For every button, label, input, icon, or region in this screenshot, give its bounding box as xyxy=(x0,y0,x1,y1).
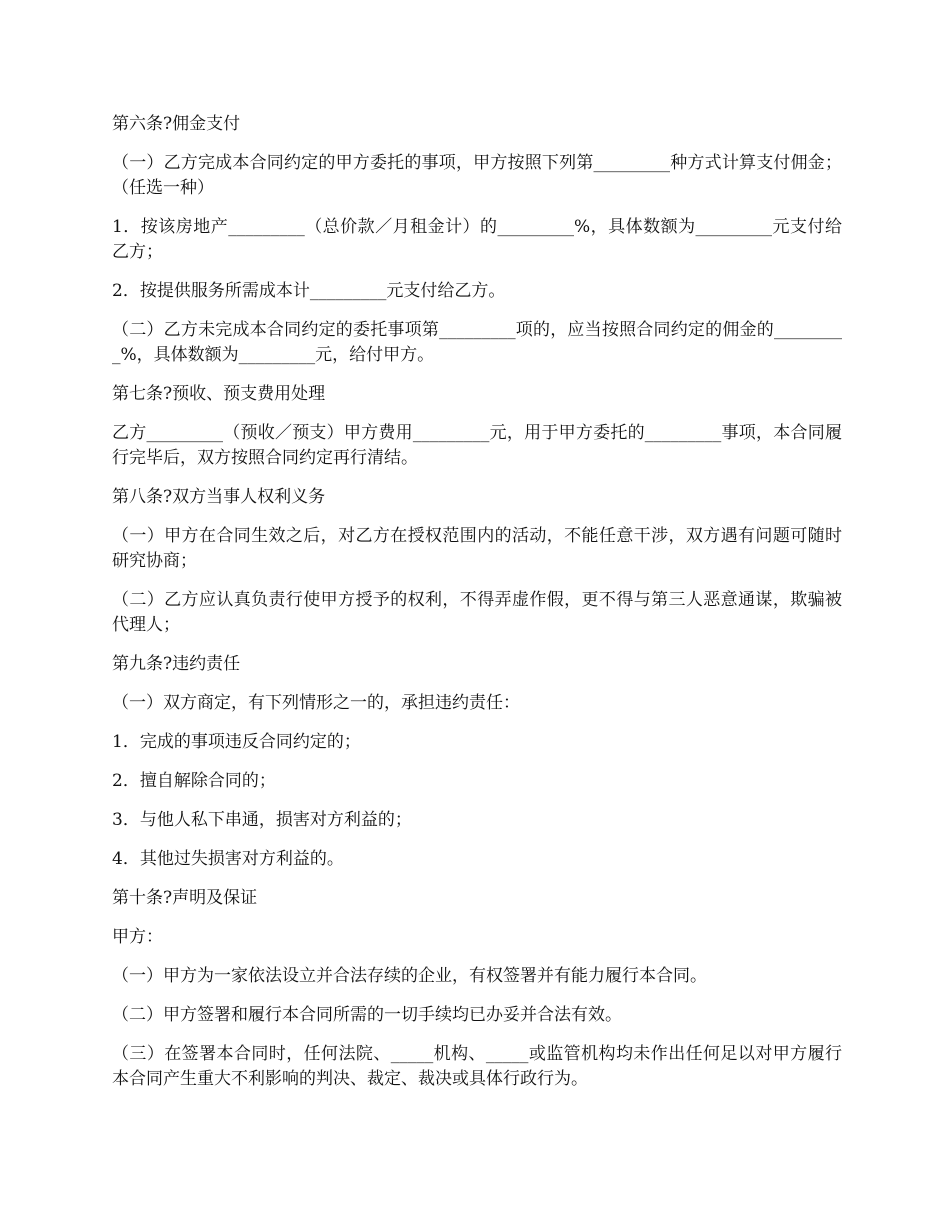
paragraph-party-a-label: 甲方： xyxy=(112,927,163,947)
document-page xyxy=(112,112,842,1106)
paragraph-commission-method: （一）乙方完成本合同约定的甲方委托的事项，甲方按照下列第_________种方式计算支付佣金；（任选一种） xyxy=(112,153,842,198)
paragraph-warranty-1: （一）甲方为一家依法设立并合法存续的企业，有权签署并有能力履行本合同。 xyxy=(112,966,707,986)
paragraph-warranty-3: （三）在签署本合同时，任何法院、_____机构、_____或监管机构均未作出任何足以对甲方履行本合同产生重大不利影响的判决、裁定、裁决或具体行政行为。 xyxy=(112,1044,842,1089)
list-item-breach-4: 4．其他过失损害对方利益的。 xyxy=(112,849,344,869)
paragraph-warranty-2: （二）甲方签署和履行本合同所需的一切手续均已办妥并合法有效。 xyxy=(112,1005,622,1025)
paragraph-party-b-obligation: （二）乙方应认真负责行使甲方授予的权利，不得弄虚作假，更不得与第三人恶意通谋，欺骗被代理人； xyxy=(112,590,842,635)
section-heading-article-8: 第八条?双方当事人权利义务 xyxy=(112,487,326,507)
list-item-breach-3: 3．与他人私下串通，损害对方利益的； xyxy=(112,810,412,830)
paragraph-party-a-obligation: （一）甲方在合同生效之后，对乙方在授权范围内的活动，不能任意干涉，双方遇有问题可随时研究协商； xyxy=(112,526,842,571)
list-item-breach-1: 1．完成的事项违反合同约定的； xyxy=(112,732,361,752)
paragraph-commission-option-1: 1．按该房地产_________（总价款／月租金计）的_________%，具体数额为_________元支付给乙方； xyxy=(112,217,842,262)
section-heading-article-6: 第六条?佣金支付 xyxy=(112,114,241,134)
paragraph-commission-option-2: 2．按提供服务所需成本计_________元支付给乙方。 xyxy=(112,281,506,301)
paragraph-advance-fees: 乙方_________（预收／预支）甲方费用_________元，用于甲方委托的_________事项，本合同履行完毕后，双方按照合同约定再行清结。 xyxy=(112,423,842,468)
section-heading-article-10: 第十条?声明及保证 xyxy=(112,888,258,908)
paragraph-breach-intro: （一）双方商定，有下列情形之一的，承担违约责任： xyxy=(112,693,520,713)
paragraph-incomplete-commission: （二）乙方未完成本合同约定的委托事项第_________项的，应当按照合同约定的佣金的_________%，具体数额为_________元，给付甲方。 xyxy=(112,320,842,365)
section-heading-article-7: 第七条?预收、预支费用处理 xyxy=(112,384,326,404)
list-item-breach-2: 2．擅自解除合同的； xyxy=(112,771,276,791)
section-heading-article-9: 第九条?违约责任 xyxy=(112,654,241,674)
